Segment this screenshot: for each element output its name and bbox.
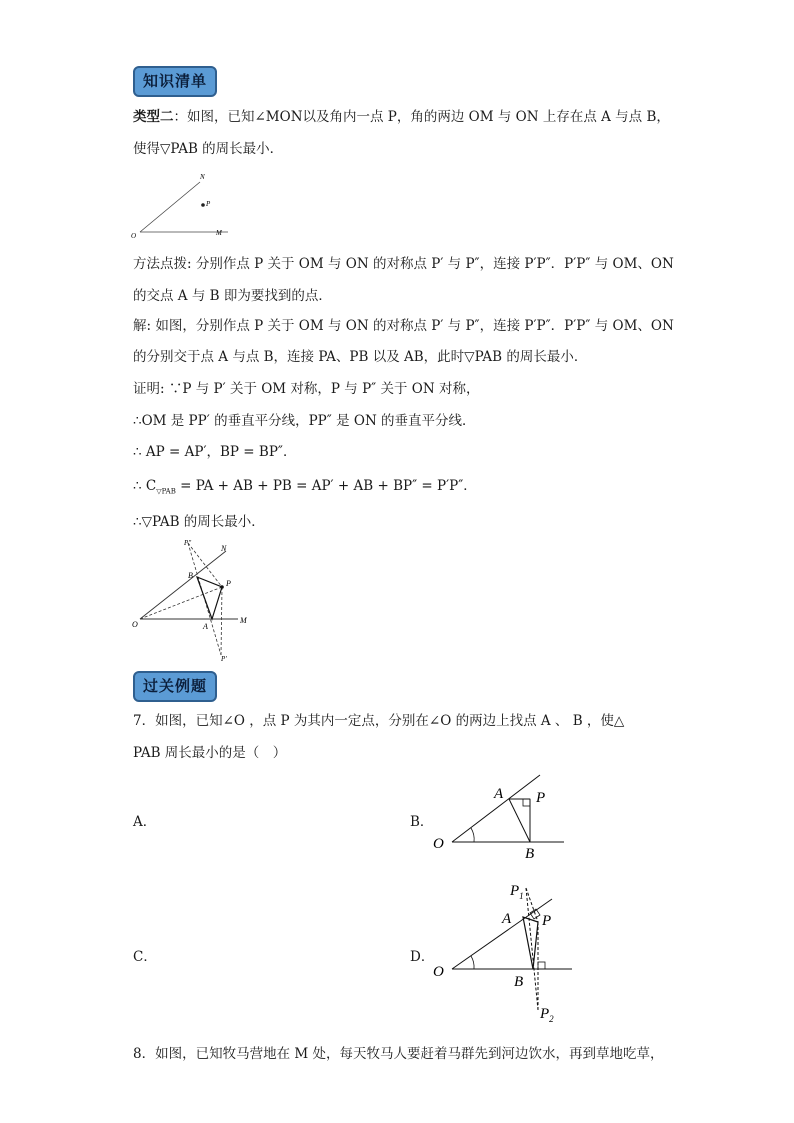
- point-p: [201, 203, 205, 207]
- label-p: P: [542, 913, 552, 929]
- section-tag-examples: 过关例题: [133, 671, 217, 702]
- label-a: A: [502, 911, 512, 927]
- triangle-pab: [197, 577, 222, 619]
- label-n: N: [221, 544, 227, 553]
- ray-on: [140, 551, 226, 619]
- label-n: N: [200, 173, 205, 181]
- perimeter-equation: = PA + AB + PB = AP′ + AB + BP″ = P′P″．: [175, 478, 477, 494]
- label-p1: $P_1$: [510, 883, 524, 901]
- label-p: P: [226, 579, 231, 588]
- ray-on: [140, 182, 200, 232]
- label-b: B: [525, 846, 535, 862]
- dashed-p1p2: [526, 888, 538, 1010]
- section-tag-knowledge: 知识清单: [133, 66, 217, 97]
- right-angle-mark-bottom: [538, 962, 545, 969]
- method-line2: 的交点 A 与 B 即为要找到的点．: [133, 288, 332, 304]
- triangle-pab: [523, 917, 538, 969]
- q7-line1: 7．如图，已知∠O ，点 P 为其内一定点，分别在∠O 的两边上找点 A 、 B ，使△: [133, 713, 625, 729]
- label-b: B: [514, 974, 524, 990]
- label-m: M: [216, 229, 222, 237]
- right-angle-mark: [523, 799, 530, 806]
- q7-line2: PAB 周长最小的是（ ）: [133, 745, 287, 761]
- angle-arc: [471, 828, 474, 842]
- option-b[interactable]: B．: [410, 814, 434, 830]
- angle-arc: [471, 956, 474, 969]
- q8-line1: 8．如图，已知牧马营地在 M 处，每天牧马人要赶着马群先到河边饮水，再到草地吃草，: [133, 1046, 664, 1062]
- dashed-pp1: [221, 587, 222, 655]
- label-b: B: [188, 571, 193, 580]
- solution-line1: 解: 如图，分别作点 P 关于 OM 与 ON 的对称点 P′ 与 P″，连接 P′P″．P′P″ 与 OM、ON: [133, 318, 674, 334]
- proof-line2: ∴OM 是 PP′ 的垂直平分线，PP″ 是 ON 的垂直平分线．: [133, 413, 476, 429]
- type2-label: 类型二: [133, 109, 174, 125]
- label-o: O: [131, 232, 137, 240]
- solution-line2: 的分别交于点 A 与点 B，连接 PA、PB 以及 AB，此时▽PAB 的周长最小．: [133, 349, 588, 365]
- angle-figure-1: [128, 168, 238, 240]
- label-p2: $P_2$: [540, 1006, 554, 1024]
- proof-line5: ∴▽PAB 的周长最小．: [133, 514, 265, 530]
- label-p-double-prime: P″: [184, 539, 192, 547]
- type2-line1-text: ：如图，已知∠MON以及角内一点 P，角的两边 OM 与 ON 上存在点 A 与点 B，: [173, 109, 670, 125]
- perimeter-subscript: ▽PAB: [156, 487, 176, 496]
- type2-line2: 使得▽PAB 的周长最小．: [133, 141, 284, 157]
- point-p: [220, 585, 224, 589]
- label-p: P: [206, 200, 211, 208]
- option-a[interactable]: A．: [133, 814, 157, 830]
- label-p-prime: P′: [221, 655, 227, 663]
- method-line1: 方法点拨: 分别作点 P 关于 OM 与 ON 的对称点 P′ 与 P″，连接 P′P″．P′P″ 与 OM、ON: [133, 256, 674, 272]
- label-p: P: [536, 790, 546, 806]
- label-m: M: [240, 616, 247, 625]
- perimeter-c: ∴ C: [133, 478, 157, 494]
- label-o: O: [132, 620, 138, 629]
- label-o: O: [433, 964, 444, 980]
- option-c[interactable]: C．: [133, 949, 157, 965]
- label-a: A: [494, 786, 504, 802]
- reflection-figure: [128, 535, 258, 665]
- label-o: O: [433, 836, 444, 852]
- type2-line1: [133, 107, 670, 127]
- segment-ab: [509, 799, 530, 842]
- label-a: A: [203, 622, 208, 631]
- proof-line3: ∴ AP = AP′，BP = BP″．: [133, 444, 297, 460]
- option-d[interactable]: D．: [410, 949, 435, 965]
- proof-line4: [133, 476, 477, 502]
- option-d-figure: [430, 880, 575, 1025]
- proof-line1: 证明: ∵P 与 P′ 关于 OM 对称，P 与 P″ 关于 ON 对称，: [133, 381, 480, 397]
- option-b-figure: [430, 770, 570, 865]
